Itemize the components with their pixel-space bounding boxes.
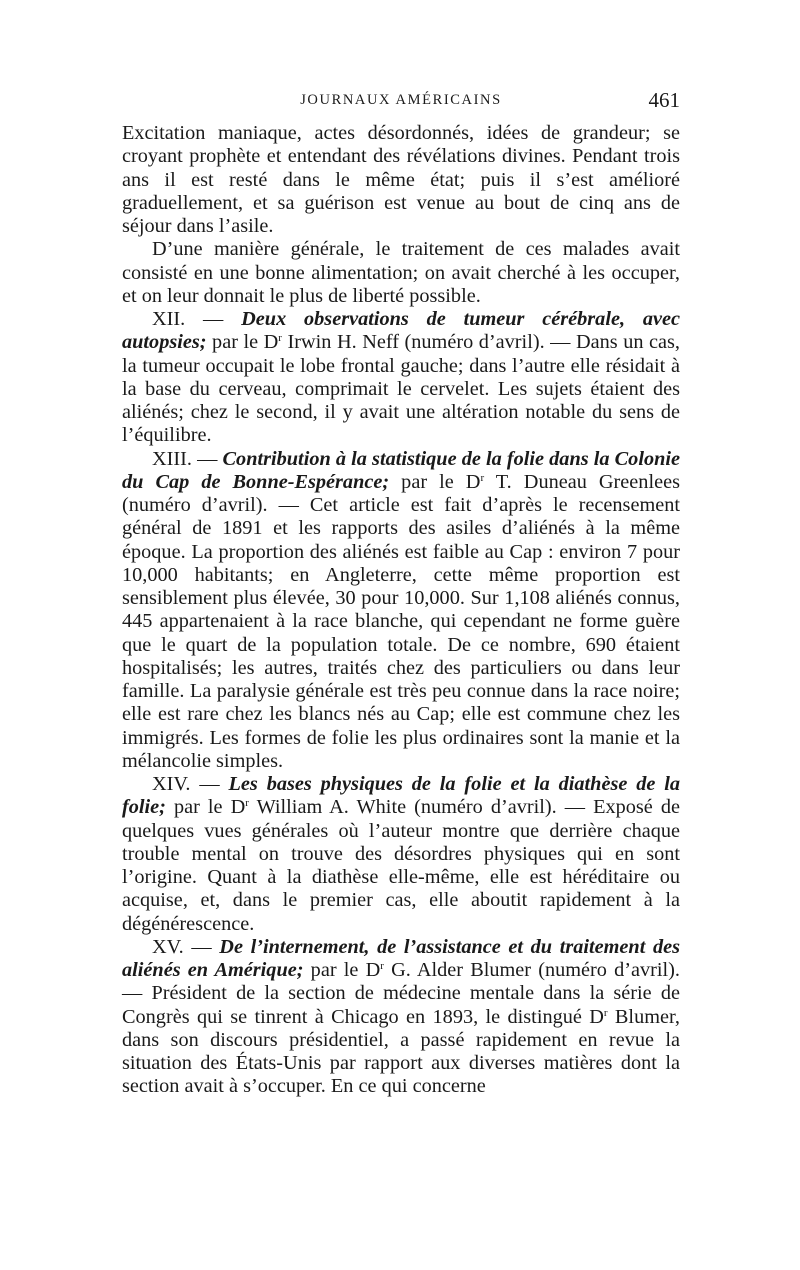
author-prefix: par le D bbox=[212, 331, 279, 354]
item-body: William A. White (numéro d’avril). — Exposé de quelques vues générales où l’auteur montre que derrière chaque trouble mental on trouve des désordres physiques qui en sont l’origine. Quant à la diathèse elle-même, elle est héréditaire ou acquise, et, dans le premier cas, elle aboutit rapidement à la dégénérescence. bbox=[122, 796, 680, 935]
item-number: XII. bbox=[152, 308, 186, 330]
item-body: T. Duneau Greenlees (numéro d’avril). — Cet article est fait d’après le recensement général de 1891 et les rapports des asiles d’aliénés à la même époque. La proportion des aliénés est faible au Cap : environ 7 pour 10,000 habitants; en Angleterre, cette même proportion est sensiblement plus élevée, 30 pour 10,000. Sur 1,108 aliénés connus, 445 appartenaient à la race blanche, qui cependant ne forme guère que le quart de la population totale. De ce nombre, 690 étaient hospitalisés; les autres, traités chez des particuliers ou dans leur famille. La paralysie générale est très peu connue dans la race noire; elle est rare chez les blancs nés au Cap; elle est commune chez les immigrés. Les formes de folie les plus ordinaires sont la manie et la mélancolie simples. bbox=[122, 470, 680, 772]
author-prefix: par le D bbox=[401, 470, 481, 493]
author-sup: r bbox=[480, 471, 485, 484]
article-title: Contribution à la statistique de la folie dans la Colonie du Cap de Bonne-Espérance; bbox=[122, 447, 681, 493]
author-sup: r bbox=[245, 797, 249, 810]
inline-sup: r bbox=[603, 1006, 608, 1019]
review-item-xiv: XIV. — Les bases physiques de la folie et la diathèse de la folie; par le $D^r$ William A. White (numéro d’avril). — Exposé de quelques vues générales où l’auteur montre que derrière chaque trouble mental on trouve des désordres physiques qui en sont l’origine. Quant à la diathèse elle-même, elle est héréditaire ou acquise, et, dans le premier cas, elle aboutit rapidement à la dégénérescence. bbox=[122, 773, 680, 935]
running-title: JOURNAUX AMÉRICAINS bbox=[300, 92, 502, 108]
item-number: XIV. bbox=[152, 773, 191, 795]
author-prefix: par le D bbox=[173, 796, 246, 819]
author-prefix: par le D bbox=[310, 959, 381, 981]
article-title: Les bases physiques de la folie et la diathèse de la folie; bbox=[122, 773, 680, 819]
review-item-xii: XII. — Deux observations de tumeur cérébrale, avec autopsies; par le $D^r$ Irwin H. Neff (numéro d’avril). — Dans un cas, la tumeur occupait le lobe frontal gauche; dans l’autre elle résidait à la base du cerveau, comprimait le cervelet. Les sujets étaient des aliénés; chez le second, il y avait une altération notable du sens de l’équilibre. bbox=[122, 308, 680, 447]
item-body: G. Alder Blumer (numéro d’avril). — Président de la section de médecine mentale dans la série de Congrès qui se tinrent à Chicago en 1893, le distingué D bbox=[122, 959, 680, 1028]
item-number: XV. bbox=[152, 935, 184, 958]
article-title: De l’internement, de l’assistance et du traitement des aliénés en Amérique; bbox=[122, 935, 681, 981]
review-item-xiii: XIII. — Contribution à la statistique de la folie dans la Colonie du Cap de Bonne-Espérance; par le $D^r$ T. Duneau Greenlees (numéro d’avril). — Cet article est fait d’après le recensement général de 1891 et les rapports des asiles d’aliénés à la même époque. La proportion des aliénés est faible au Cap : environ 7 pour 10,000 habitants; en Angleterre, cette même proportion est sensiblement plus élevée, 30 pour 10,000. Sur 1,108 aliénés connus, 445 appartenaient à la race blanche, qui cependant ne forme guère que le quart de la population totale. De ce nombre, 690 étaient hospitalisés; les autres, traités chez des particuliers ou dans leur famille. La paralysie générale est très peu connue dans la race noire; elle est rare chez les blancs nés au Cap; elle est commune chez les immigrés. Les formes de folie les plus ordinaires sont la manie et la mélancolie simples. bbox=[122, 447, 681, 772]
paragraph-case-continuation: Excitation maniaque, actes désordonnés, idées de grandeur; se croyant prophète et entendant des révélations divines. Pendant trois ans il est resté dans le même état; puis il s’est amélioré graduellement, et sa guérison est venue au bout de cinq ans de séjour dans l’asile. bbox=[122, 122, 680, 237]
author-sup: r bbox=[278, 332, 282, 345]
item-body-tail: Blumer, dans son discours présidentiel, a passé rapidement en revue la situation des États-Unis par rapport aux diverses matières dont la section avait à s’occuper. En ce qui concerne bbox=[122, 1005, 680, 1098]
page-number: 461 bbox=[648, 88, 680, 112]
item-body: Irwin H. Neff (numéro d’avril). — Dans un cas, la tumeur occupait le lobe frontal gauche; dans l’autre elle résidait à la base du cerveau, comprimait le cervelet. Les sujets étaient des aliénés; chez le second, il y avait une altération notable du sens de l’équilibre. bbox=[122, 331, 680, 447]
author-sup: r bbox=[380, 960, 384, 972]
review-item-xv: XV. — De l’internement, de l’assistance et du traitement des aliénés en Amérique; par le $D^r$ G. Alder Blumer (numéro d’avril). — Président de la section de médecine mentale dans la série de Congrès qui se tinrent à Chicago en 1893, le distingué $D^r$ Blumer, dans son discours présidentiel, a passé rapidement en revue la situation des États-Unis par rapport aux diverses matières dont la section avait à s’occuper. En ce qui concerne bbox=[122, 935, 681, 1098]
body-text bbox=[122, 122, 680, 1099]
article-title: Deux observations de tumeur cérébrale, avec autopsies; bbox=[122, 308, 680, 354]
running-head bbox=[122, 88, 680, 120]
paragraph-treatment-summary: D’une manière générale, le traitement de ces malades avait consisté en une bonne alimentation; on avait cherché à les occuper, et on leur donnait le plus de liberté possible. bbox=[122, 238, 680, 307]
item-number: XIII. bbox=[152, 447, 192, 470]
